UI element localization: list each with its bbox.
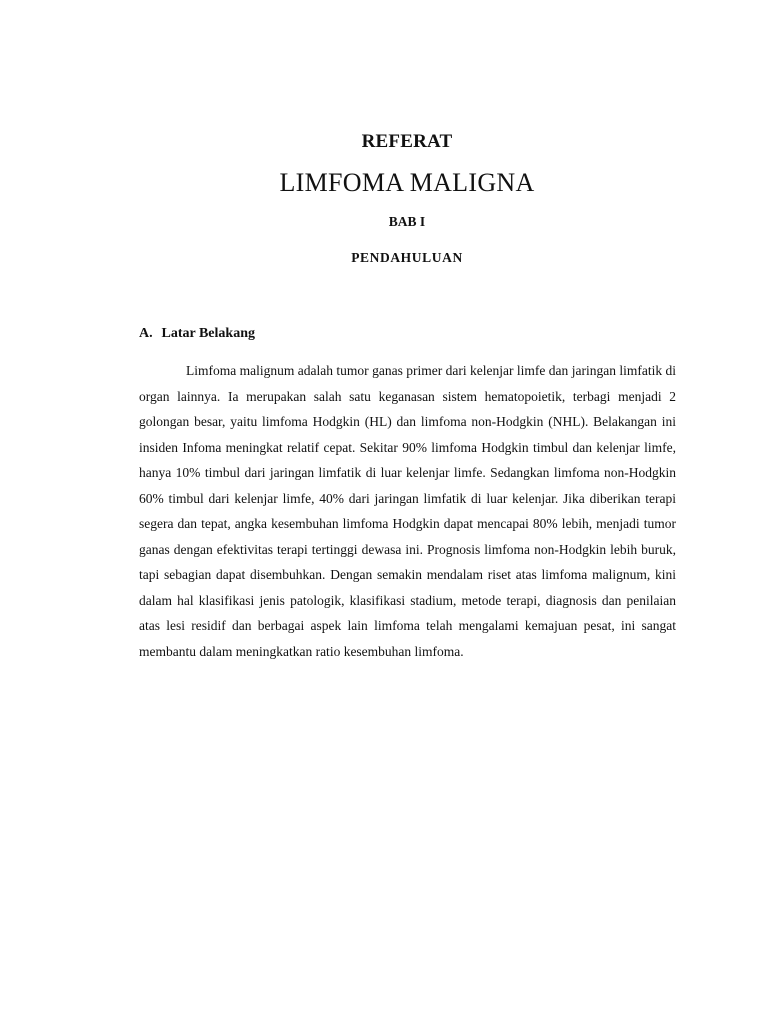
body-paragraph: Limfoma malignum adalah tumor ganas primer dari kelenjar limfe dan jaringan limfatik di organ lainnya. Ia merupakan salah satu keganasan sistem hematopoietik, terbagi menjadi 2 golongan besar, yaitu limfoma Hodgkin (HL) dan limfoma non-Hodgkin (NHL). Belakangan ini insiden Infoma meningkat relatif cepat. Sekitar 90% limfoma Hodgkin timbul dan kelenjar limfe, hanya 10% timbul dari jaringan limfatik di luar kelenjar limfe. Sedangkan limfoma non-Hodgkin 60% timbul dari kelenjar limfe, 40% dari jaringan limfatik di luar kelenjar. Jika diberikan terapi segera dan tepat, angka kesembuhan limfoma Hodgkin dapat mencapai 80% lebih, menjadi tumor ganas dengan efektivitas terapi tertinggi dewasa ini. Prognosis limfoma non-Hodgkin lebih buruk, tapi sebagian dapat disembuhkan. Dengan semakin mendalam riset atas limfoma malignum, kini dalam hal klasifikasi jenis patologik, klasifikasi stadium, metode terapi, diagnosis dan penilaian atas lesi residif dan berbagai aspek lain limfoma telah mengalami kemajuan pesat, ini sangat membantu dalam meningkatkan ratio kesembuhan limfoma. — [139, 363, 676, 659]
document-type-heading: REFERAT — [361, 131, 453, 152]
section-title: Latar Belakang — [161, 326, 255, 341]
chapter-number: BAB I — [388, 214, 426, 229]
document-main-title: LIMFOMA MALIGNA — [279, 168, 535, 197]
section-heading — [139, 326, 255, 342]
chapter-title: PENDAHULUAN — [351, 250, 463, 265]
section-marker: A. — [139, 326, 153, 341]
